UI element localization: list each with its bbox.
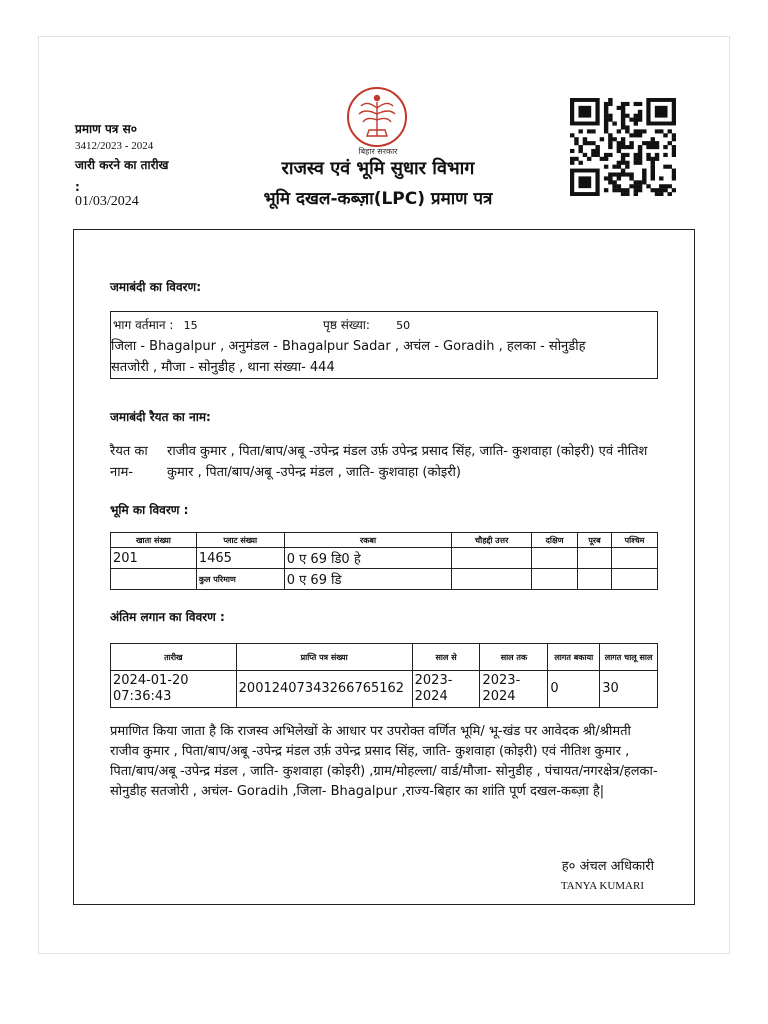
plot-value: 1465 <box>196 548 284 569</box>
total-value: 0 ए 69 डि <box>284 569 452 590</box>
col-current: लागत चालू साल <box>600 644 658 671</box>
certificate-number-label: प्रमाण पत्र स० <box>75 122 137 136</box>
bhag-label: भाग वर्तमान : <box>113 318 174 332</box>
bhag-value: 15 <box>183 319 198 332</box>
location-line-2: सतजोरी , मौजा - सोनुडीह , थाना संख्या- 444 <box>111 360 335 375</box>
issue-date: 01/03/2024 <box>75 194 139 209</box>
table-row <box>111 671 658 708</box>
location-line-1: जिला - Bhagalpur , अनुमंडल - Bhagalpur Sadar , अचंल - Goradih , हलका - सोनुडीह <box>111 339 586 354</box>
total-label: कुल परिमाण <box>196 569 284 590</box>
col-east: पूरब <box>578 533 612 548</box>
certification-text: प्रमाणित किया जाता है कि राजस्व अभिलेखों के आधार पर उपरोक्त वर्णित भूमि/ भू-खंड पर आवेदक श्री/श्रीमती राजीव कुमार , पिता/बाप/अबू -उपेन्द्र मंडल उर्फ़ उपेन्द्र प्रसाद सिंह, जाति- कुशवाहा (कोइरी) एवं नीतिश कुमार , पिता/बाप/अबू -उपेन्द्र मंडल , जाति- कुशवाहा (कोइरी) ,ग्राम/मोहल्ला/ वार्ड/मौजा- सोनुडीह , पंचायत/नगरक्षेत्र/हलका- सोनुडीह सतजोरी , अचंल- Goradih ,जिला- Bhagalpur ,राज्य-बिहार का शांति पूर्ण दखल-कब्ज़ा है| <box>110 724 658 799</box>
col-khata: खाता संख्या <box>111 533 197 548</box>
west-value <box>612 548 658 569</box>
lagan-date: 2024-01-20 07:36:43 <box>111 671 237 708</box>
raiyat-label: रैयत का नाम- <box>110 444 148 480</box>
south-value <box>532 548 578 569</box>
east-value <box>578 548 612 569</box>
page-number-label: पृष्ठ संख्या: <box>323 318 370 332</box>
raiyat-details <box>110 441 658 483</box>
lagan-heading: अंतिम लगान का विवरण : <box>110 610 225 624</box>
qr-code-icon <box>570 98 676 196</box>
col-year-to: साल तक <box>480 644 548 671</box>
col-date: तारीख <box>111 644 237 671</box>
amount-current: 30 <box>600 671 658 708</box>
year-from: 2023-2024 <box>412 671 480 708</box>
land-heading: भूमि का विवरण : <box>110 503 189 517</box>
col-receipt: प्राप्ति पत्र संख्या <box>236 644 412 671</box>
officer-title: ह० अंचल अधिकारी <box>561 859 654 874</box>
raiyat-value: राजीव कुमार , पिता/बाप/अबू -उपेन्द्र मंडल उर्फ़ उपेन्द्र प्रसाद सिंह, जाति- कुशवाहा (कोइरी) एवं नीतिश कुमार , पिता/बाप/अबू -उपेन्द्र मंडल , जाति- कुशवाहा (कोइरी) <box>167 444 648 480</box>
north-value <box>452 548 532 569</box>
page-number-value: 50 <box>396 319 411 332</box>
certificate-number: 3412/2023 - 2024 <box>75 140 154 152</box>
jamabandi-details-box <box>110 311 658 379</box>
receipt-number: 20012407343266765162 <box>236 671 412 708</box>
land-table <box>110 532 658 590</box>
officer-name: TANYA KUMARI <box>560 880 644 892</box>
department-title: राजस्व एवं भूमि सुधार विभाग <box>281 158 475 179</box>
khata-value: 201 <box>111 548 197 569</box>
col-year-from: साल से <box>412 644 480 671</box>
rakba-value: 0 ए 69 डि0 हे <box>284 548 452 569</box>
issue-date-label: जारी करने का तारीख : <box>75 158 169 194</box>
amount-due: 0 <box>548 671 600 708</box>
jamabandi-heading: जमाबंदी का विवरण: <box>110 280 202 294</box>
year-to: 2023-2024 <box>480 671 548 708</box>
table-row <box>111 548 658 569</box>
col-plot: प्लाट संख्या <box>196 533 284 548</box>
col-rakba: रकबा <box>284 533 452 548</box>
col-due: लागत बकाया <box>548 644 600 671</box>
lagan-table <box>110 643 658 708</box>
col-north: चौहद्दी उत्तर <box>452 533 532 548</box>
table-row <box>111 569 658 590</box>
land-table-header <box>111 533 658 548</box>
col-west: पश्चिम <box>612 533 658 548</box>
certificate-title: भूमि दखल-कब्ज़ा(LPC) प्रमाण पत्र <box>263 189 493 209</box>
bihar-emblem-icon <box>345 86 409 148</box>
government-name: बिहार सरकार <box>358 147 398 156</box>
raiyat-heading: जमाबंदी रैयत का नाम: <box>110 410 211 424</box>
col-south: दक्षिण <box>532 533 578 548</box>
lagan-table-header <box>111 644 658 671</box>
